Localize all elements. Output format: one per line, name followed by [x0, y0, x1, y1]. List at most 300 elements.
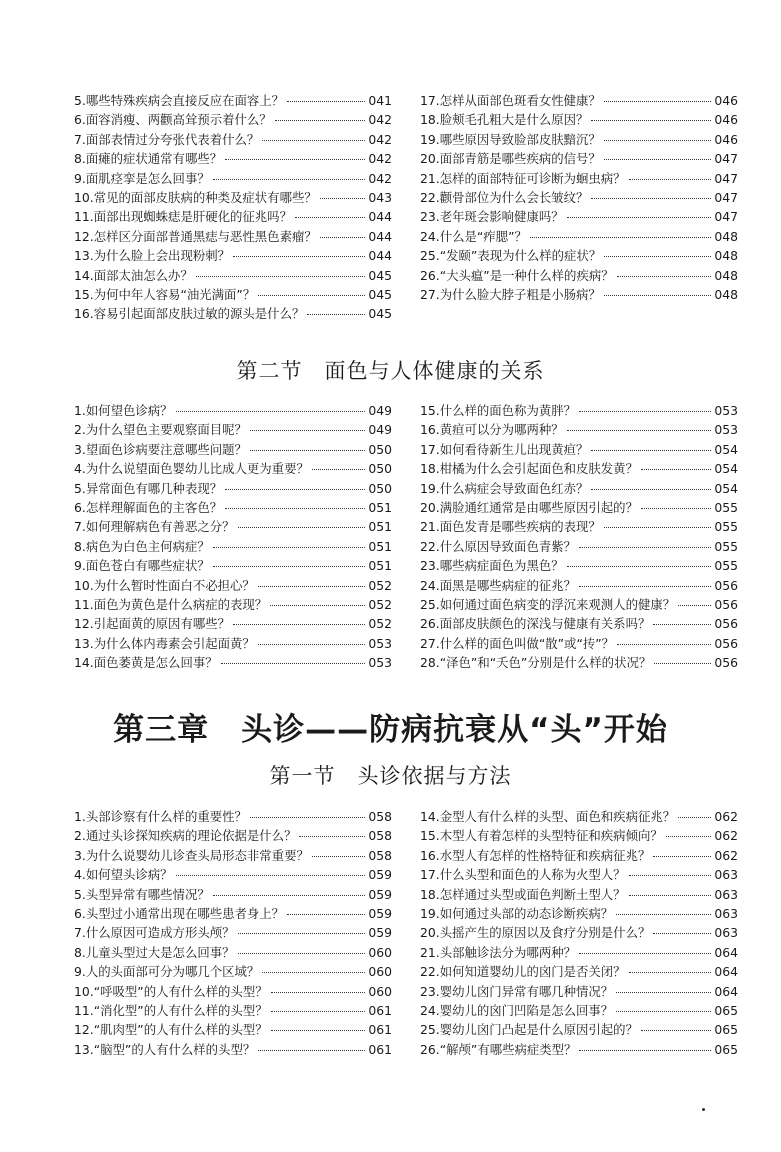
entry-title: 22.颧骨部位为什么会长皱纹？	[420, 189, 589, 205]
toc-column-right	[420, 91, 738, 324]
dot-leader	[579, 547, 711, 548]
toc-entry	[420, 420, 738, 439]
entry-title: 12.引起面黄的原因有哪些？	[74, 616, 231, 632]
dot-leader	[287, 101, 365, 102]
entry-title: 25.婴幼儿囟门凸起是什么原因引起的？	[420, 1022, 638, 1038]
toc-entry	[74, 576, 392, 595]
dot-leader	[225, 159, 365, 160]
entry-title: 7.什么原因可造成方形头颅？	[74, 925, 235, 941]
entry-title: 26.“大头瘟”是一种什么样的疾病？	[420, 267, 614, 283]
dot-leader	[238, 933, 366, 934]
toc-entry	[420, 904, 738, 923]
toc-entry	[74, 982, 392, 1001]
page-number: 055	[714, 499, 738, 515]
page-number: 044	[368, 248, 392, 264]
entry-title: 10.常见的面部皮肤病的种类及症状有哪些？	[74, 189, 317, 205]
toc-entry	[420, 266, 738, 285]
entry-title: 13.“脑型”的人有什么样的头型？	[74, 1041, 256, 1057]
page-number: 044	[368, 209, 392, 225]
page-number: 042	[368, 112, 392, 128]
toc-entry	[420, 479, 738, 498]
page-number: 042	[368, 131, 392, 147]
dot-leader	[320, 198, 366, 199]
page-number: 064	[714, 964, 738, 980]
toc-entry	[420, 614, 738, 633]
page-number: 058	[368, 828, 392, 844]
toc-entry	[74, 149, 392, 168]
dot-leader	[258, 295, 365, 296]
page-number: 061	[368, 1041, 392, 1057]
dot-leader	[271, 1011, 366, 1012]
toc-column-left	[74, 91, 392, 324]
dot-leader	[604, 256, 711, 257]
page-number: 050	[368, 461, 392, 477]
toc-entry	[420, 459, 738, 478]
entry-title: 20.头摇产生的原因以及食疗分别是什么？	[420, 925, 651, 941]
dot-leader	[629, 179, 712, 180]
toc-block-chapter2-section1	[74, 91, 738, 324]
entry-title: 14.面部太油怎么办？	[74, 267, 193, 283]
dot-leader	[629, 895, 712, 896]
toc-entry	[420, 576, 738, 595]
page-number: 041	[368, 93, 392, 108]
toc-entry	[74, 207, 392, 226]
toc-entry	[420, 91, 738, 110]
toc-entry	[420, 246, 738, 265]
toc-entry	[74, 537, 392, 556]
page-number: 063	[714, 905, 738, 921]
dot-leader	[567, 217, 712, 218]
toc-entry	[74, 807, 392, 826]
page-number: 054	[714, 480, 738, 496]
entry-title: 28.“泽色”和“夭色”分别是什么样的状况？	[420, 655, 652, 671]
toc-entry	[420, 885, 738, 904]
dot-leader	[213, 895, 366, 896]
dot-leader	[616, 992, 711, 993]
page-number: 042	[368, 170, 392, 186]
toc-entry	[74, 865, 392, 884]
page-number: 051	[368, 538, 392, 554]
entry-title: 6.怎样理解面色的主客色？	[74, 499, 223, 515]
toc-column-right	[420, 401, 738, 672]
dot-leader	[225, 489, 365, 490]
toc-entry	[420, 982, 738, 1001]
dot-leader	[617, 276, 712, 277]
dot-leader	[604, 140, 712, 141]
page-number: 051	[368, 499, 392, 515]
toc-entry	[420, 149, 738, 168]
toc-entry	[420, 537, 738, 556]
entry-title: 22.如何知道婴幼儿的囟门是否关闭？	[420, 964, 626, 980]
entry-title: 25.如何通过面色病变的浮沉来观测人的健康？	[420, 596, 676, 612]
dot-leader	[295, 217, 365, 218]
entry-title: 24.面黑是哪些病症的征兆？	[420, 577, 577, 593]
toc-entry	[74, 130, 392, 149]
page-number: 050	[368, 441, 392, 457]
page-number: 047	[714, 209, 738, 225]
entry-title: 14.金型人有什么样的头型、面色和疾病征兆？	[420, 809, 676, 824]
entry-title: 7.面部表情过分夸张代表着什么？	[74, 131, 260, 147]
entry-title: 11.面部出现蜘蛛痣是肝硬化的征兆吗？	[74, 209, 292, 225]
dot-leader	[604, 295, 712, 296]
entry-title: 5.哪些特殊疾病会直接反应在面容上？	[74, 93, 285, 108]
page-number: 060	[368, 983, 392, 999]
entry-title: 6.头型过小通常出现在哪些患者身上？	[74, 905, 285, 921]
toc-entry	[420, 807, 738, 826]
entry-title: 11.“消化型”的人有什么样的头型？	[74, 1002, 268, 1018]
entry-title: 17.怎样从面部色斑看女性健康？	[420, 93, 601, 108]
dot-leader	[320, 237, 366, 238]
entry-title: 19.什么病症会导致面色红赤？	[420, 480, 589, 496]
dot-leader	[530, 237, 711, 238]
dot-leader	[258, 644, 366, 645]
page-number: 047	[714, 151, 738, 167]
entry-title: 8.病色为白色主何病症？	[74, 538, 210, 554]
entry-title: 9.面肌痉挛是怎么回事？	[74, 170, 210, 186]
page-number: 048	[714, 267, 738, 283]
page-number: 064	[714, 983, 738, 999]
entry-title: 21.面色发青是哪些疾病的表现？	[420, 519, 601, 535]
entry-title: 21.怎样的面部特征可诊断为蛔虫病？	[420, 170, 626, 186]
toc-entry	[420, 962, 738, 981]
entry-title: 24.婴幼儿的囟门凹陷是怎么回事？	[420, 1002, 614, 1018]
page-number: 049	[368, 422, 392, 438]
dot-leader	[678, 817, 711, 818]
entry-title: 4.如何望头诊病？	[74, 867, 173, 883]
entry-title: 11.面色为黄色是什么病症的表现？	[74, 596, 268, 612]
entry-title: 14.面色萎黄是怎么回事？	[74, 655, 218, 671]
section-title: 第一节 头诊依据与方法	[269, 764, 512, 788]
entry-title: 23.哪些病症面色为黑色？	[420, 558, 564, 574]
toc-entry	[74, 556, 392, 575]
toc-entry	[420, 130, 738, 149]
toc-entry	[420, 556, 738, 575]
page-number: 053	[714, 422, 738, 438]
dot-leader	[567, 566, 712, 567]
toc-entry	[74, 459, 392, 478]
entry-title: 5.异常面色有哪几种表现？	[74, 480, 223, 496]
entry-title: 22.什么原因导致面色青紫？	[420, 538, 577, 554]
toc-entry	[74, 479, 392, 498]
toc-entry	[420, 440, 738, 459]
page-number: 056	[714, 577, 738, 593]
page-number: 061	[368, 1022, 392, 1038]
page-number: 055	[714, 538, 738, 554]
page-number: 056	[714, 616, 738, 632]
page-number: 062	[714, 809, 738, 824]
dot-leader	[176, 411, 366, 412]
page-number: 045	[368, 267, 392, 283]
dot-leader	[196, 276, 366, 277]
dot-leader	[287, 914, 365, 915]
toc-entry	[420, 595, 738, 614]
dot-leader	[629, 972, 712, 973]
toc-block-chapter3-section1	[74, 807, 738, 1059]
entry-title: 6.面容消瘦、两颧高耸预示着什么？	[74, 112, 272, 128]
entry-title: 26.“解颅”有哪些病症类型？	[420, 1041, 577, 1057]
page-number: 056	[714, 655, 738, 671]
dot-leader	[262, 972, 365, 973]
dot-leader	[629, 875, 712, 876]
dot-leader	[307, 314, 365, 315]
toc-entry	[420, 1020, 738, 1039]
dot-leader	[312, 469, 365, 470]
entry-title: 13.为什么体内毒素会引起面黄？	[74, 635, 255, 651]
toc-entry	[420, 1040, 738, 1059]
entry-title: 4.为什么说望面色婴幼儿比成人更为重要？	[74, 461, 309, 477]
toc-entry	[420, 923, 738, 942]
entry-title: 9.面色苍白有哪些症状？	[74, 558, 210, 574]
dot-leader	[271, 992, 366, 993]
page-number: 065	[714, 1002, 738, 1018]
toc-column-right	[420, 807, 738, 1059]
page-mark	[702, 1108, 705, 1111]
toc-entry	[74, 846, 392, 865]
entry-title: 23.婴幼儿囟门异常有哪几种情况？	[420, 983, 614, 999]
dot-leader	[641, 508, 711, 509]
entry-title: 18.怎样通过头型或面色判断土型人？	[420, 886, 626, 902]
page-number: 065	[714, 1022, 738, 1038]
page-number: 050	[368, 480, 392, 496]
dot-leader	[233, 256, 365, 257]
page-number: 051	[368, 519, 392, 535]
dot-leader	[653, 933, 711, 934]
dot-leader	[653, 856, 711, 857]
entry-title: 25.“发颐”表现为什么样的症状？	[420, 248, 602, 264]
entry-title: 13.为什么脸上会出现粉刺？	[74, 248, 231, 264]
entry-title: 17.如何看待新生儿出现黄疸？	[420, 441, 589, 457]
dot-leader	[271, 1030, 366, 1031]
entry-title: 20.满脸通红通常是由哪些原因引起的？	[420, 499, 638, 515]
page-number: 053	[368, 655, 392, 671]
entry-title: 12.怎样区分面部普通黑痣与恶性黑色素瘤？	[74, 228, 317, 244]
page-number: 042	[368, 151, 392, 167]
toc-entry	[74, 923, 392, 942]
page-number: 063	[714, 867, 738, 883]
toc-entry	[74, 440, 392, 459]
page-number: 052	[368, 616, 392, 632]
dot-leader	[654, 663, 711, 664]
dot-leader	[213, 566, 366, 567]
entry-title: 12.“肌肉型”的人有什么样的头型？	[74, 1022, 268, 1038]
toc-entry	[74, 885, 392, 904]
page-number: 054	[714, 441, 738, 457]
toc-entry	[74, 304, 392, 323]
dot-leader	[270, 605, 365, 606]
entry-title: 10.为什么暂时性面白不必担心？	[74, 577, 255, 593]
dot-leader	[579, 411, 711, 412]
entry-title: 3.望面色诊病要注意哪些问题？	[74, 441, 247, 457]
dot-leader	[604, 527, 712, 528]
dot-leader	[616, 914, 711, 915]
page-number: 055	[714, 558, 738, 574]
toc-entry	[420, 207, 738, 226]
page-number: 047	[714, 170, 738, 186]
dot-leader	[617, 644, 711, 645]
page-number: 048	[714, 228, 738, 244]
dot-leader	[641, 1030, 711, 1031]
toc-entry	[420, 865, 738, 884]
toc-entry	[74, 401, 392, 420]
toc-entry	[74, 91, 392, 110]
toc-entry	[420, 846, 738, 865]
page-number: 060	[368, 944, 392, 960]
entry-title: 23.老年斑会影响健康吗？	[420, 209, 564, 225]
dot-leader	[653, 624, 711, 625]
page-number: 053	[368, 635, 392, 651]
page-number: 052	[368, 577, 392, 593]
page-number: 054	[714, 461, 738, 477]
dot-leader	[591, 489, 711, 490]
entry-title: 8.儿童头型过大是怎么回事？	[74, 944, 235, 960]
toc-entry	[420, 498, 738, 517]
toc-entry	[74, 1020, 392, 1039]
page-number: 053	[714, 403, 738, 418]
dot-leader	[250, 430, 365, 431]
dot-leader	[604, 159, 712, 160]
toc-entry	[74, 595, 392, 614]
page-number: 063	[714, 925, 738, 941]
toc-entry	[74, 227, 392, 246]
dot-leader	[579, 586, 711, 587]
page-number: 048	[714, 286, 738, 302]
entry-title: 10.“呼吸型”的人有什么样的头型？	[74, 983, 268, 999]
dot-leader	[213, 179, 366, 180]
dot-leader	[262, 140, 365, 141]
page-number: 058	[368, 809, 392, 824]
entry-title: 27.什么样的面色叫做“散”或“抟”？	[420, 635, 615, 651]
dot-leader	[221, 663, 366, 664]
entry-title: 15.为何中年人容易“油光满面”？	[74, 286, 256, 302]
toc-entry	[420, 401, 738, 420]
page-number: 045	[368, 286, 392, 302]
page-number: 051	[368, 558, 392, 574]
page-number: 046	[714, 93, 738, 108]
page-number: 058	[368, 847, 392, 863]
toc-entry	[74, 517, 392, 536]
dot-leader	[250, 817, 365, 818]
toc-entry	[74, 169, 392, 188]
toc-entry	[74, 110, 392, 129]
entry-title: 18.柑橘为什么会引起面色和皮肤发黄？	[420, 461, 638, 477]
dot-leader	[567, 430, 712, 431]
toc-entry	[420, 169, 738, 188]
page-number: 044	[368, 228, 392, 244]
page-number: 062	[714, 828, 738, 844]
page-number: 056	[714, 635, 738, 651]
toc-entry	[74, 826, 392, 845]
toc-entry	[420, 653, 738, 672]
entry-title: 2.通过头诊探知疾病的理论依据是什么？	[74, 828, 297, 844]
toc-entry	[420, 285, 738, 304]
page-number: 065	[714, 1041, 738, 1057]
dot-leader	[312, 856, 365, 857]
page-number: 063	[714, 886, 738, 902]
toc-entry	[74, 904, 392, 923]
page-number: 056	[714, 596, 738, 612]
toc-entry	[420, 517, 738, 536]
dot-leader	[213, 547, 366, 548]
dot-leader	[591, 120, 711, 121]
dot-leader	[591, 198, 711, 199]
dot-leader	[275, 120, 366, 121]
entry-title: 16.水型人有怎样的性格特征和疾病征兆？	[420, 847, 651, 863]
entry-title: 3.为什么说婴幼儿诊查头局形态非常重要？	[74, 847, 309, 863]
toc-entry	[420, 826, 738, 845]
entry-title: 19.哪些原因导致脸部皮肤黯沉？	[420, 131, 601, 147]
entry-title: 15.什么样的面色称为黄胖？	[420, 403, 577, 418]
dot-leader	[176, 875, 366, 876]
page-number: 046	[714, 131, 738, 147]
dot-leader	[238, 527, 366, 528]
page-number: 048	[714, 248, 738, 264]
entry-title: 27.为什么脸大脖子粗是小肠病？	[420, 286, 601, 302]
toc-block-chapter2-section2	[74, 401, 738, 672]
page-number: 052	[368, 596, 392, 612]
toc-entry	[74, 614, 392, 633]
dot-leader	[250, 450, 365, 451]
entry-title: 21.头部触诊法分为哪两种？	[420, 944, 577, 960]
page-number: 059	[368, 867, 392, 883]
toc-entry	[420, 188, 738, 207]
entry-title: 20.面部青筋是哪些疾病的信号？	[420, 151, 601, 167]
entry-title: 9.人的头面部可分为哪几个区域？	[74, 964, 260, 980]
entry-title: 19.如何通过头部的动态诊断疾病？	[420, 905, 614, 921]
dot-leader	[579, 1050, 711, 1051]
entry-title: 24.什么是“痄腮”？	[420, 228, 527, 244]
page-number: 060	[368, 964, 392, 980]
entry-title: 5.头型异常有哪些情况？	[74, 886, 210, 902]
page-number: 047	[714, 189, 738, 205]
page-number: 059	[368, 905, 392, 921]
page-number: 059	[368, 886, 392, 902]
page-number: 055	[714, 519, 738, 535]
toc-entry	[74, 285, 392, 304]
toc-entry	[420, 943, 738, 962]
dot-leader	[233, 624, 365, 625]
toc-entry	[74, 420, 392, 439]
chapter-title: 第三章 头诊——防病抗衰从“头”开始	[113, 712, 668, 748]
dot-leader	[238, 953, 366, 954]
dot-leader	[678, 605, 711, 606]
toc-entry	[74, 246, 392, 265]
toc-entry	[74, 943, 392, 962]
dot-leader	[604, 101, 712, 102]
page-number: 061	[368, 1002, 392, 1018]
section-title: 第二节 面色与人体健康的关系	[236, 359, 545, 383]
page-number: 049	[368, 403, 392, 418]
dot-leader	[258, 1050, 365, 1051]
dot-leader	[666, 836, 712, 837]
entry-title: 16.黄疸可以分为哪两种？	[420, 422, 564, 438]
dot-leader	[641, 469, 711, 470]
page-number: 043	[368, 189, 392, 205]
toc-entry	[420, 227, 738, 246]
dot-leader	[225, 508, 365, 509]
toc-entry	[74, 634, 392, 653]
entry-title: 1.头部诊察有什么样的重要性？	[74, 809, 247, 824]
entry-title: 18.脸颊毛孔粗大是什么原因？	[420, 112, 589, 128]
entry-title: 26.面部皮肤颜色的深浅与健康有关系吗？	[420, 616, 651, 632]
entry-title: 16.容易引起面部皮肤过敏的源头是什么？	[74, 306, 305, 322]
entry-title: 7.如何理解病色有善恶之分？	[74, 519, 235, 535]
page-number: 059	[368, 925, 392, 941]
dot-leader	[579, 953, 711, 954]
dot-leader	[591, 450, 711, 451]
dot-leader	[299, 836, 365, 837]
toc-column-left	[74, 401, 392, 672]
toc-entry	[74, 1040, 392, 1059]
